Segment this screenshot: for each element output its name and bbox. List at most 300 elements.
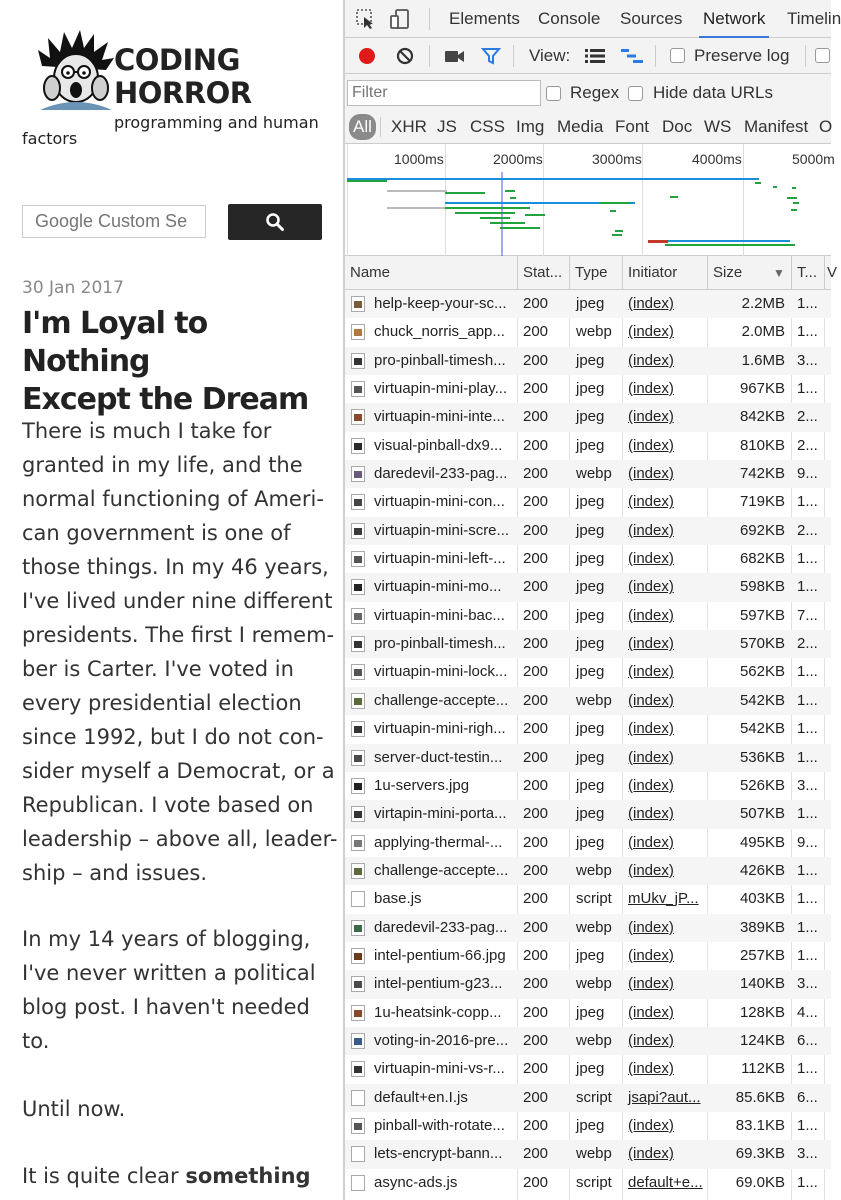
request-row[interactable] xyxy=(345,885,831,913)
request-row[interactable] xyxy=(345,1112,831,1140)
tab-elements[interactable]: Elements xyxy=(449,9,520,28)
request-initiator-link[interactable]: (index) xyxy=(628,351,674,369)
request-type: jpeg xyxy=(576,493,605,511)
search-input[interactable] xyxy=(22,205,206,238)
request-name: lets-encrypt-bann... xyxy=(374,1145,503,1163)
request-row[interactable] xyxy=(345,687,831,715)
post-title-line1: I'm Loyal to Nothing xyxy=(22,306,208,379)
request-time: 2... xyxy=(797,521,818,539)
request-time: 4... xyxy=(797,1003,818,1021)
paragraph-line: since 1992, but I do not con- xyxy=(22,725,324,749)
image-file-icon xyxy=(351,353,365,369)
record-icon[interactable] xyxy=(357,46,377,66)
type-filter-js[interactable]: JS xyxy=(437,117,457,136)
image-file-icon xyxy=(351,806,365,822)
request-type: webp xyxy=(576,861,612,879)
request-time: 1... xyxy=(797,550,818,568)
request-row[interactable] xyxy=(345,658,831,686)
request-status: 200 xyxy=(523,521,549,539)
request-initiator-link[interactable]: (index) xyxy=(628,550,674,568)
request-row[interactable] xyxy=(345,460,831,488)
request-list xyxy=(345,290,831,1200)
request-status: 200 xyxy=(523,323,549,341)
request-size: 542KB xyxy=(739,720,785,738)
request-row[interactable] xyxy=(345,403,831,431)
request-size: 692KB xyxy=(739,521,785,539)
timeline-bars xyxy=(345,172,831,256)
request-status: 200 xyxy=(523,578,549,596)
blog-page xyxy=(0,0,343,1200)
hide-data-urls-checkbox[interactable] xyxy=(628,86,643,101)
sort-descending-icon[interactable]: ▼ xyxy=(773,266,785,280)
tab-console[interactable]: Console xyxy=(538,9,601,28)
request-initiator-link[interactable]: (index) xyxy=(628,975,674,993)
request-type: webp xyxy=(576,691,612,709)
timeline-bar xyxy=(791,209,797,211)
timeline-bar xyxy=(793,202,799,204)
image-file-icon xyxy=(351,381,365,397)
request-initiator-link[interactable]: (index) xyxy=(628,436,674,454)
request-row[interactable] xyxy=(345,1169,831,1197)
request-initiator-link[interactable]: (index) xyxy=(628,1003,674,1021)
type-filter-other[interactable]: O xyxy=(819,117,833,136)
request-row[interactable] xyxy=(345,1027,831,1055)
request-type: jpeg xyxy=(576,295,605,312)
filter-funnel-icon[interactable] xyxy=(481,46,501,66)
tab-timeline[interactable]: Timelin xyxy=(787,9,841,28)
request-type: jpeg xyxy=(576,521,605,539)
image-file-icon xyxy=(351,438,365,454)
request-type: webp xyxy=(576,1145,612,1163)
request-row[interactable] xyxy=(345,602,831,630)
request-name: virtuapin-mini-righ... xyxy=(374,720,506,738)
timeline-tick: 4000ms xyxy=(692,151,742,167)
request-time: 2... xyxy=(797,635,818,653)
request-initiator-link[interactable]: (index) xyxy=(628,918,674,936)
column-header-time[interactable]: T... xyxy=(797,264,818,281)
request-type: jpeg xyxy=(576,720,605,738)
request-initiator-link[interactable]: (index) xyxy=(628,408,674,426)
devtools-tabbar xyxy=(345,0,841,38)
request-name: virtuapin-mini-lock... xyxy=(374,663,508,681)
request-time: 9... xyxy=(797,833,818,851)
preserve-log-label: Preserve log xyxy=(694,46,790,65)
request-size: 742KB xyxy=(739,465,785,483)
timeline-bar xyxy=(445,192,485,194)
type-filter-img[interactable]: Img xyxy=(516,117,545,136)
request-status: 200 xyxy=(523,1003,549,1021)
request-initiator-link[interactable]: (index) xyxy=(628,663,674,681)
request-name: virtapin-mini-porta... xyxy=(374,805,507,823)
request-size: 562KB xyxy=(739,663,785,681)
timeline-bar xyxy=(500,227,540,229)
request-status: 200 xyxy=(523,776,549,794)
paragraph-line: every presidential election xyxy=(22,691,302,715)
request-initiator-link[interactable]: (index) xyxy=(628,578,674,596)
request-time: 1... xyxy=(797,663,818,681)
image-file-icon xyxy=(351,636,365,652)
request-row[interactable] xyxy=(345,517,831,545)
request-initiator-link[interactable]: (index) xyxy=(628,635,674,653)
image-file-icon xyxy=(351,579,365,595)
request-row[interactable] xyxy=(345,1140,831,1168)
request-name: async-ads.js xyxy=(374,1173,458,1191)
post-paragraph-2 xyxy=(22,922,327,1058)
request-size: 536KB xyxy=(739,748,785,766)
image-file-icon xyxy=(351,1061,365,1077)
image-file-icon xyxy=(351,1146,365,1162)
large-rows-icon[interactable] xyxy=(585,48,605,64)
request-initiator-link[interactable]: mUkv_jP... xyxy=(628,890,699,908)
request-status: 200 xyxy=(523,1116,549,1134)
request-name: virtuapin-mini-inte... xyxy=(374,408,505,426)
request-row[interactable] xyxy=(345,857,831,885)
request-size: 128KB xyxy=(739,1003,785,1021)
request-time: 1... xyxy=(797,1173,818,1191)
image-file-icon xyxy=(351,296,365,312)
image-file-icon xyxy=(351,778,365,794)
timeline-tick: 1000ms xyxy=(394,151,444,167)
script-file-icon xyxy=(351,891,365,907)
request-initiator-link[interactable]: (index) xyxy=(628,493,674,511)
request-type: jpeg xyxy=(576,550,605,568)
request-type: webp xyxy=(576,465,612,483)
request-status: 200 xyxy=(523,861,549,879)
post-paragraph-4 xyxy=(22,1159,327,1193)
request-row[interactable] xyxy=(345,744,831,772)
request-name: applying-thermal-... xyxy=(374,833,503,851)
image-file-icon xyxy=(351,693,365,709)
request-initiator-link[interactable]: (index) xyxy=(628,748,674,766)
site-name[interactable] xyxy=(114,44,252,110)
toolbar-separator xyxy=(513,45,514,67)
request-initiator-link[interactable]: (index) xyxy=(628,521,674,539)
toolbar-separator xyxy=(655,45,656,67)
timeline-bar xyxy=(480,217,510,219)
request-size: 542KB xyxy=(739,691,785,709)
request-size: 124KB xyxy=(739,1031,785,1049)
request-status: 200 xyxy=(523,1173,549,1191)
request-size: 495KB xyxy=(739,833,785,851)
request-status: 200 xyxy=(523,493,549,511)
search-button[interactable] xyxy=(228,204,322,240)
request-time: 1... xyxy=(797,1060,818,1078)
search-icon xyxy=(265,212,285,232)
image-file-icon xyxy=(351,976,365,992)
paragraph-line: Until now. xyxy=(22,1097,126,1121)
type-filter-media[interactable]: Media xyxy=(557,117,604,136)
request-name: intel-pentium-66.jpg xyxy=(374,946,506,964)
request-time: 3... xyxy=(797,351,818,369)
request-name: pro-pinball-timesh... xyxy=(374,635,506,653)
request-initiator-link[interactable]: (index) xyxy=(628,1060,674,1078)
image-file-icon xyxy=(351,920,365,936)
timeline-tick: 3000ms xyxy=(592,151,642,167)
request-initiator-link[interactable]: (index) xyxy=(628,1031,674,1049)
request-initiator-link[interactable]: (index) xyxy=(628,295,674,312)
paragraph-line: Republican. I vote based on xyxy=(22,793,314,817)
request-type: script xyxy=(576,1088,612,1106)
paragraph-line: normal functioning of Ameri- xyxy=(22,487,324,511)
image-file-icon xyxy=(351,948,365,964)
request-row[interactable] xyxy=(345,318,831,346)
paragraph-line: In my 14 years of blogging, xyxy=(22,927,311,951)
device-toolbar-icon[interactable] xyxy=(389,8,411,30)
request-status: 200 xyxy=(523,635,549,653)
request-status: 200 xyxy=(523,380,549,398)
request-name: virtuapin-mini-con... xyxy=(374,493,505,511)
post-paragraph-3 xyxy=(22,1092,327,1126)
request-initiator-link[interactable]: (index) xyxy=(628,380,674,398)
paragraph-line: to. xyxy=(22,1029,50,1053)
request-row[interactable] xyxy=(345,715,831,743)
post-date: 30 Jan 2017 xyxy=(22,278,124,298)
request-row[interactable] xyxy=(345,914,831,942)
request-row[interactable] xyxy=(345,375,831,403)
clear-icon[interactable] xyxy=(395,46,415,66)
request-initiator-link[interactable]: (index) xyxy=(628,776,674,794)
type-filter-all[interactable]: All xyxy=(349,114,376,140)
request-row[interactable] xyxy=(345,1055,831,1083)
request-type: jpeg xyxy=(576,805,605,823)
request-row[interactable] xyxy=(345,488,831,516)
timeline-overview[interactable] xyxy=(345,144,835,256)
filter-input[interactable] xyxy=(347,80,541,106)
request-name: virtuapin-mini-bac... xyxy=(374,606,505,624)
request-initiator-link[interactable]: (index) xyxy=(628,805,674,823)
type-filter-manifest[interactable]: Manifest xyxy=(744,117,809,136)
request-row[interactable] xyxy=(345,1084,831,1112)
tab-sources[interactable]: Sources xyxy=(620,9,683,28)
request-type: jpeg xyxy=(576,1060,605,1078)
image-file-icon xyxy=(351,494,365,510)
request-initiator-link[interactable]: (index) xyxy=(628,691,674,709)
preserve-log-checkbox[interactable] xyxy=(670,48,685,63)
image-file-icon xyxy=(351,1005,365,1021)
column-header-name[interactable]: Name xyxy=(350,264,391,281)
column-header-size[interactable]: Size xyxy=(713,264,743,281)
request-row[interactable] xyxy=(345,970,831,998)
timeline-bar xyxy=(787,197,797,199)
image-file-icon xyxy=(351,324,365,340)
image-file-icon xyxy=(351,523,365,539)
request-name: virtuapin-mini-vs-r... xyxy=(374,1060,505,1078)
image-file-icon xyxy=(351,608,365,624)
request-size: 85.6KB xyxy=(735,1088,785,1106)
request-type: script xyxy=(576,1173,612,1191)
site-name-line1: CODING xyxy=(114,43,240,77)
request-time: 1... xyxy=(797,1116,818,1134)
request-row[interactable] xyxy=(345,290,831,318)
timeline-bar xyxy=(610,210,616,212)
request-time: 9... xyxy=(797,465,818,483)
paragraph-4-text: It is quite clear xyxy=(22,1164,186,1188)
request-initiator-link[interactable]: (index) xyxy=(628,720,674,738)
request-time: 1... xyxy=(797,380,818,398)
request-row[interactable] xyxy=(345,772,831,800)
toolbar-separator xyxy=(805,45,806,67)
request-initiator-link[interactable]: (index) xyxy=(628,465,674,483)
disable-cache-checkbox[interactable] xyxy=(815,48,830,63)
tab-network[interactable]: Network xyxy=(703,0,765,38)
request-time: 1... xyxy=(797,890,818,908)
request-initiator-link[interactable]: jsapi?aut... xyxy=(628,1088,701,1106)
request-name: daredevil-233-pag... xyxy=(374,465,508,483)
site-name-line2: HORROR xyxy=(114,76,252,110)
request-type: webp xyxy=(576,918,612,936)
timeline-bar xyxy=(670,196,678,198)
request-type: jpeg xyxy=(576,436,605,454)
paragraph-line: sider myself a Democrat, or a xyxy=(22,759,335,783)
request-initiator-link[interactable]: (index) xyxy=(628,946,674,964)
request-name: virtuapin-mini-mo... xyxy=(374,578,502,596)
request-size: 967KB xyxy=(739,380,785,398)
request-row[interactable] xyxy=(345,432,831,460)
request-row[interactable] xyxy=(345,800,831,828)
post-title[interactable] xyxy=(22,305,337,419)
request-status: 200 xyxy=(523,295,549,312)
request-initiator-link[interactable]: (index) xyxy=(628,323,674,341)
request-status: 200 xyxy=(523,1060,549,1078)
request-row[interactable] xyxy=(345,829,831,857)
tabbar-separator xyxy=(429,8,430,30)
request-time: 1... xyxy=(797,493,818,511)
request-name: visual-pinball-dx9... xyxy=(374,436,503,454)
image-file-icon xyxy=(351,1033,365,1049)
paragraph-line: There is much I take for xyxy=(22,419,272,443)
request-size: 1.6MB xyxy=(741,351,785,369)
request-type: jpeg xyxy=(576,578,605,596)
column-header-initiator[interactable]: Initiator xyxy=(628,264,678,281)
regex-label: Regex xyxy=(570,83,620,102)
request-status: 200 xyxy=(523,606,549,624)
network-toolbar xyxy=(345,38,831,74)
request-status: 200 xyxy=(523,436,549,454)
request-size: 403KB xyxy=(739,890,785,908)
request-status: 200 xyxy=(523,1145,549,1163)
request-status: 200 xyxy=(523,1088,549,1106)
request-row[interactable] xyxy=(345,545,831,573)
request-time: 1... xyxy=(797,295,818,312)
timeline-bar xyxy=(347,180,387,182)
type-filter-ws[interactable]: WS xyxy=(704,117,732,136)
request-size: 810KB xyxy=(739,436,785,454)
type-filter-css[interactable]: CSS xyxy=(470,117,505,136)
request-size: 257KB xyxy=(739,946,785,964)
timeline-bar xyxy=(792,187,796,189)
regex-checkbox[interactable] xyxy=(546,86,561,101)
request-size: 682KB xyxy=(739,550,785,568)
request-name: 1u-servers.jpg xyxy=(374,776,470,794)
request-row[interactable] xyxy=(345,347,831,375)
request-initiator-link[interactable]: (index) xyxy=(628,606,674,624)
request-initiator-link[interactable]: (index) xyxy=(628,833,674,851)
request-time: 1... xyxy=(797,720,818,738)
screenshot-camera-icon[interactable] xyxy=(444,47,466,65)
timeline-bar xyxy=(600,202,630,204)
request-size: 140KB xyxy=(739,975,785,993)
request-time: 1... xyxy=(797,691,818,709)
request-time: 2... xyxy=(797,408,818,426)
type-filter-doc[interactable]: Doc xyxy=(662,117,693,136)
tagline-line1: programming and human xyxy=(114,113,319,132)
request-time: 1... xyxy=(797,918,818,936)
request-time: 7... xyxy=(797,606,818,624)
request-size: 842KB xyxy=(739,408,785,426)
type-filter-xhr[interactable]: XHR xyxy=(391,117,427,136)
request-time: 6... xyxy=(797,1088,818,1106)
image-file-icon xyxy=(351,1118,365,1134)
timeline-bar xyxy=(615,230,623,232)
request-row[interactable] xyxy=(345,942,831,970)
request-type: jpeg xyxy=(576,1003,605,1021)
inspect-element-icon[interactable] xyxy=(355,8,377,30)
column-header-waterfall[interactable]: V xyxy=(827,264,838,281)
request-row[interactable] xyxy=(345,999,831,1027)
image-file-icon xyxy=(351,750,365,766)
request-size: 598KB xyxy=(739,578,785,596)
timeline-bar xyxy=(445,207,530,209)
request-initiator-link[interactable]: default+e... xyxy=(628,1173,703,1191)
request-initiator-link[interactable]: (index) xyxy=(628,1116,674,1134)
image-file-icon xyxy=(351,863,365,879)
request-initiator-link[interactable]: (index) xyxy=(628,1145,674,1163)
coding-horror-logo[interactable] xyxy=(36,28,116,110)
image-file-icon xyxy=(351,664,365,680)
request-status: 200 xyxy=(523,550,549,568)
column-header-status[interactable]: Stat... xyxy=(523,264,563,281)
timeline-bar xyxy=(755,182,761,184)
request-status: 200 xyxy=(523,833,549,851)
type-filter-font[interactable]: Font xyxy=(615,117,650,136)
request-time: 1... xyxy=(797,805,818,823)
request-size: 69.3KB xyxy=(735,1145,785,1163)
request-initiator-link[interactable]: (index) xyxy=(628,861,674,879)
paragraph-line: I've lived under nine different xyxy=(22,589,333,613)
hide-data-urls-label: Hide data URLs xyxy=(653,83,774,102)
request-size: 83.1KB xyxy=(735,1116,785,1134)
request-type: webp xyxy=(576,323,612,341)
toolbar-separator xyxy=(429,45,430,67)
image-file-icon xyxy=(351,721,365,737)
timeline-bar xyxy=(648,240,668,243)
request-size: 570KB xyxy=(739,635,785,653)
request-time: 1... xyxy=(797,748,818,766)
request-name: virtuapin-mini-left-... xyxy=(374,550,506,568)
timeline-bar xyxy=(455,212,515,214)
waterfall-overview-icon[interactable] xyxy=(621,48,643,64)
request-name: challenge-accepte... xyxy=(374,691,509,709)
request-type: jpeg xyxy=(576,380,605,398)
request-type: webp xyxy=(576,1031,612,1049)
request-status: 200 xyxy=(523,890,549,908)
post-title-line2: Except the Dream xyxy=(22,382,309,417)
tagline-line2: factors xyxy=(22,129,78,148)
script-file-icon xyxy=(351,1175,365,1191)
request-row[interactable] xyxy=(345,630,831,658)
request-time: 1... xyxy=(797,323,818,341)
request-table-header xyxy=(345,256,838,290)
request-status: 200 xyxy=(523,946,549,964)
request-time: 3... xyxy=(797,776,818,794)
request-status: 200 xyxy=(523,918,549,936)
column-header-type[interactable]: Type xyxy=(575,264,608,281)
request-size: 2.0MB xyxy=(741,323,785,341)
request-status: 200 xyxy=(523,805,549,823)
image-file-icon xyxy=(351,466,365,482)
request-row[interactable] xyxy=(345,573,831,601)
paragraph-line: granted in my life, and the xyxy=(22,453,303,477)
